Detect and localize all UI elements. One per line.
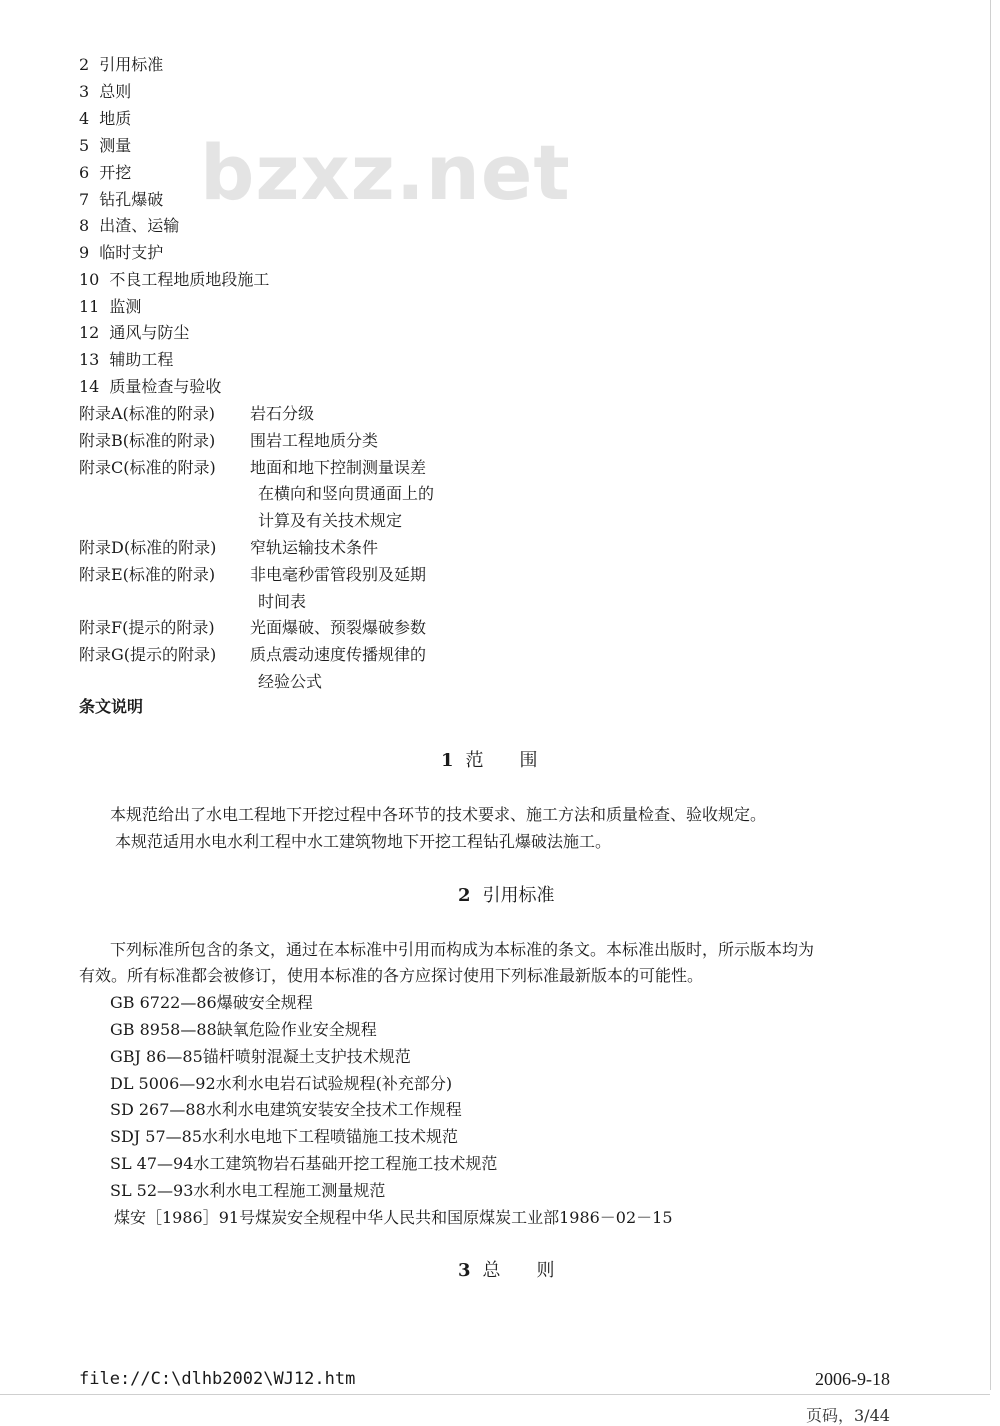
reference-item: GB 8958—88缺氧危险作业安全规程 [110, 1020, 377, 1039]
toc-item-title: 引用标准 [99, 55, 164, 74]
appendix-label: 附录G(提示的附录) [79, 645, 217, 664]
toc-item-title: 出渣、运输 [99, 216, 180, 235]
paragraph: 有效。所有标准都会被修订，使用本标准的各方应探讨使用下列标准最新版本的可能性。 [79, 966, 704, 985]
section-heading-general [458, 1260, 555, 1282]
appendix-title: 岩石分级 [250, 404, 315, 423]
toc-item-title: 测量 [99, 136, 132, 155]
section-number: 1 [441, 750, 454, 771]
explanation-heading: 条文说明 [79, 697, 144, 716]
toc-item-title: 监测 [109, 297, 142, 316]
appendix-title: 非电毫秒雷管段别及延期 [250, 565, 427, 584]
toc-item-number: 6 [79, 163, 90, 182]
appendix-title: 地面和地下控制测量误差 [250, 458, 427, 477]
toc-item [79, 350, 173, 370]
reference-item: GB 6722—86爆破安全规程 [110, 993, 313, 1012]
toc-item-number: 5 [79, 136, 90, 155]
toc-item-title: 总则 [99, 82, 132, 101]
toc-item-number: 10 [79, 270, 100, 289]
reference-item: SDJ 57—85水利水电地下工程喷锚施工技术规范 [110, 1127, 459, 1146]
toc-item-title: 质量检查与验收 [109, 377, 222, 396]
toc-item [79, 270, 269, 290]
paragraph: 下列标准所包含的条文，通过在本标准中引用而构成为本标准的条文。本标准出版时，所示版本均为 [110, 940, 815, 959]
section-title: 范 围 [465, 750, 538, 771]
reference-item: 煤安［1986］91号煤炭安全规程中华人民共和国原煤炭工业部1986－02－15 [114, 1208, 673, 1227]
toc-item-number: 9 [79, 243, 90, 262]
toc-item-title: 通风与防尘 [109, 323, 190, 342]
section-number: 3 [458, 1260, 471, 1281]
toc-item-number: 11 [79, 297, 100, 316]
appendix-label: 附录C(标准的附录) [79, 458, 216, 477]
toc-item-number: 14 [79, 377, 100, 396]
toc-item [79, 109, 131, 129]
footer-date: 2006-9-18 [815, 1369, 890, 1389]
appendix-label: 附录F(提示的附录) [79, 618, 215, 637]
toc-item [79, 82, 131, 102]
appendix-title-continued: 在横向和竖向贯通面上的 [258, 484, 435, 503]
appendix-title-continued: 计算及有关技术规定 [258, 511, 403, 530]
toc-item-number: 3 [79, 82, 90, 101]
section-heading-references [458, 885, 555, 907]
toc-item [79, 243, 163, 263]
appendix-label: 附录E(标准的附录) [79, 565, 216, 584]
appendix-title: 质点震动速度传播规律的 [250, 645, 427, 664]
toc-item [79, 297, 141, 317]
section-title: 总 则 [482, 1260, 555, 1281]
appendix-label: 附录D(标准的附录) [79, 538, 217, 557]
toc-item [79, 136, 131, 156]
toc-item-number: 7 [79, 190, 90, 209]
footer-divider [0, 1394, 990, 1395]
section-title: 引用标准 [482, 885, 555, 906]
appendix-title: 窄轨运输技术条件 [250, 538, 379, 557]
toc-item [79, 55, 163, 75]
toc-item [79, 216, 179, 236]
appendix-title-continued: 经验公式 [258, 672, 323, 691]
toc-item [79, 190, 163, 210]
toc-item-title: 不良工程地质地段施工 [109, 270, 270, 289]
reference-item: DL 5006—92水利水电岩石试验规程(补充部分) [110, 1074, 453, 1093]
appendix-title: 光面爆破、预裂爆破参数 [250, 618, 427, 637]
toc-item-number: 12 [79, 323, 100, 342]
toc-item-title: 临时支护 [99, 243, 164, 262]
toc-item-title: 地质 [99, 109, 132, 128]
toc-item-number: 8 [79, 216, 90, 235]
section-number: 2 [458, 885, 471, 906]
toc-item-title: 辅助工程 [109, 350, 174, 369]
reference-item: GBJ 86—85锚杆喷射混凝土支护技术规范 [110, 1047, 411, 1066]
toc-item-number: 13 [79, 350, 100, 369]
toc-item-number: 4 [79, 109, 90, 128]
page-right-border [990, 0, 991, 1390]
paragraph: 本规范给出了水电工程地下开挖过程中各环节的技术要求、施工方法和质量检查、验收规定。 [110, 805, 767, 824]
appendix-label: 附录B(标准的附录) [79, 431, 216, 450]
toc-item-title: 开挖 [99, 163, 132, 182]
toc-item [79, 377, 221, 397]
appendix-label: 附录A(标准的附录) [79, 404, 216, 423]
page-number: 页码，3/44 [806, 1406, 890, 1425]
appendix-title: 围岩工程地质分类 [250, 431, 379, 450]
toc-item-number: 2 [79, 55, 90, 74]
reference-item: SL 47—94水工建筑物岩石基础开挖工程施工技术规范 [110, 1154, 498, 1173]
toc-item-title: 钻孔爆破 [99, 190, 164, 209]
footer-file-path: file://C:\dlhb2002\WJ12.htm [79, 1369, 356, 1389]
reference-item: SD 267—88水利水电建筑安装安全技术工作规程 [110, 1100, 462, 1119]
appendix-title-continued: 时间表 [258, 592, 307, 611]
toc-item [79, 163, 131, 183]
reference-item: SL 52—93水利水电工程施工测量规范 [110, 1181, 386, 1200]
toc-item [79, 323, 189, 343]
paragraph: 本规范适用水电水利工程中水工建筑物地下开挖工程钻孔爆破法施工。 [115, 832, 612, 851]
section-heading-scope [441, 750, 538, 772]
watermark: bzxz.net [200, 128, 571, 217]
